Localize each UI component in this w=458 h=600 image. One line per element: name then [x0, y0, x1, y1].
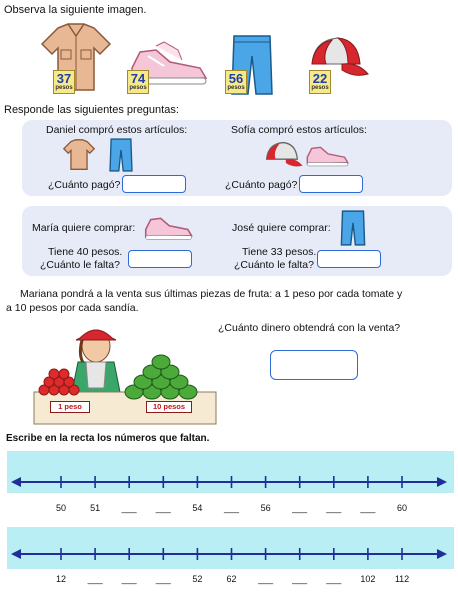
tick-label: 56 — [260, 503, 271, 513]
tick-label[interactable]: ___ — [155, 503, 171, 513]
price-tag-pants: 56 pesos — [225, 70, 247, 94]
tick-label: 102 — [360, 574, 376, 584]
mariana-line1: Mariana pondrá a la venta sus últimas piezas de fruta: a 1 peso por cada tomate y — [20, 288, 403, 300]
sneakers-maria-image — [142, 210, 194, 244]
tick-label[interactable]: ___ — [121, 503, 137, 513]
tick-label[interactable]: ___ — [258, 574, 274, 584]
tick-label: 12 — [55, 574, 66, 584]
instruction-top: Observa la siguiente imagen. — [4, 4, 147, 16]
pants-small-image — [108, 138, 134, 172]
maria-line2: ¿Cuánto le falta? — [40, 259, 120, 271]
number-line-2 — [7, 527, 454, 569]
tick-label[interactable]: ___ — [155, 574, 171, 584]
sofia-label: Sofía compró estos artículos: — [231, 124, 367, 136]
daniel-label: Daniel compró estos artículos: — [46, 124, 188, 136]
mariana-question: ¿Cuánto dinero obtendrá con la venta? — [218, 322, 401, 334]
tick-label[interactable]: ___ — [223, 503, 240, 513]
number-line-1 — [7, 451, 454, 493]
daniel-answer-box[interactable] — [122, 175, 186, 193]
shirt-image — [38, 22, 114, 94]
tick-label[interactable]: ___ — [360, 503, 376, 513]
sneakers-small-image — [304, 140, 350, 170]
shirt-small-image — [62, 138, 96, 172]
tick-label: 50 — [55, 503, 66, 513]
numberline-band-2 — [7, 527, 454, 569]
tick-label[interactable]: ___ — [326, 574, 342, 584]
sofia-answer-box[interactable] — [299, 175, 363, 193]
tomato-price-sign: 1 peso — [50, 401, 90, 413]
sofia-question: ¿Cuánto pagó? — [225, 179, 298, 191]
numberline-title: Escribe en la recta los números que faltan. — [6, 433, 210, 444]
tick-label[interactable]: ___ — [121, 574, 137, 584]
price-tag-cap: 22 pesos — [309, 70, 331, 94]
daniel-question: ¿Cuánto pagó? — [48, 179, 121, 191]
tick-label: 112 — [394, 574, 410, 584]
tick-label[interactable]: ___ — [292, 503, 308, 513]
tick-label: 60 — [396, 503, 407, 513]
jose-line1: Tiene 33 pesos. — [242, 246, 317, 258]
tick-label[interactable]: ___ — [292, 574, 308, 584]
mariana-line2: a 10 pesos por cada sandía. — [6, 302, 139, 314]
tick-label: 62 — [226, 574, 237, 584]
price-tag-shirt: 37 pesos — [53, 70, 75, 94]
tick-label: 54 — [192, 503, 203, 513]
maria-label: María quiere comprar: — [32, 222, 136, 234]
jose-line2: ¿Cuánto le falta? — [234, 259, 314, 271]
pants-jose-image — [340, 210, 366, 246]
mariana-answer-box[interactable] — [270, 350, 358, 380]
jose-label: José quiere comprar: — [232, 222, 331, 234]
maria-answer-box[interactable] — [128, 250, 192, 268]
numberline-band-1 — [7, 451, 454, 493]
questions-title: Responde las siguientes preguntas: — [4, 104, 179, 116]
jose-answer-box[interactable] — [317, 250, 381, 268]
tick-label[interactable]: ___ — [326, 503, 342, 513]
watermelon-price-sign: 10 pesos — [146, 401, 192, 413]
cap-small-image — [260, 140, 304, 172]
price-tag-sneakers: 74 pesos — [127, 70, 149, 94]
tick-label[interactable]: ___ — [87, 574, 103, 584]
maria-line1: Tiene 40 pesos. — [48, 246, 123, 258]
tick-label: 51 — [90, 503, 101, 513]
tick-label: 52 — [192, 574, 203, 584]
